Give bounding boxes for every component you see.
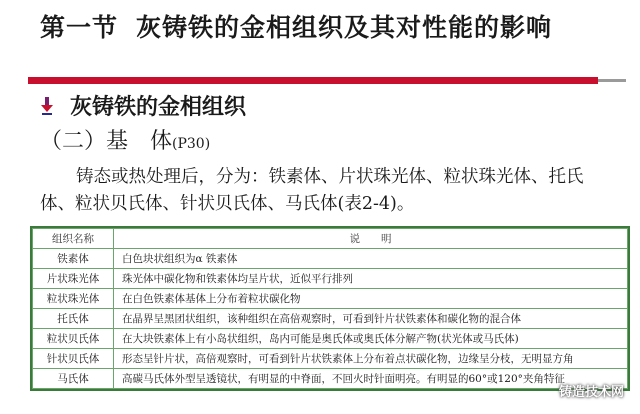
subheading xyxy=(40,124,210,155)
table-row xyxy=(33,349,628,369)
cell-desc: 白色块状组织为α 铁素体 xyxy=(114,249,628,269)
cell-desc: 在晶界呈黑团状组织，该种组织在高倍观察时，可看到针片状铁素体和碳化物的混合体 xyxy=(114,309,628,329)
title-topic: 灰铸铁的金相组织及其对性能的影响 xyxy=(136,13,553,42)
cell-name: 托氏体 xyxy=(33,309,114,329)
cell-name: 片状珠光体 xyxy=(33,269,114,289)
cell-desc: 形态呈针片状，高倍观察时，可看到针片状铁素体上分布着点状碳化物，边缘呈分枝，无明显方角 xyxy=(114,349,628,369)
cell-desc: 珠光体中碳化物和铁素体均呈片状，近似平行排列 xyxy=(114,269,628,289)
cell-desc: 在白色铁素体基体上分布着粒状碳化物 xyxy=(114,289,628,309)
cell-name: 马氏体 xyxy=(33,369,114,389)
table-row xyxy=(33,309,628,329)
cell-name: 铁素体 xyxy=(33,249,114,269)
header-desc: 说 明 xyxy=(114,229,628,249)
bullet-arrow-icon xyxy=(40,97,54,115)
structure-table xyxy=(30,226,630,391)
section-label: 第一节 xyxy=(40,13,119,42)
body-paragraph: 铸态或热处理后，分为：铁素体、片状珠光体、粒状珠光体、托氏体、粒状贝氏体、针状贝氏体、马氏体(表2-4)。 xyxy=(40,167,584,214)
cell-desc: 在大块铁素体上有小岛状组织，岛内可能是奥氏体或奥氏体分解产物(状光体或马氏体) xyxy=(114,329,628,349)
table-row xyxy=(33,369,628,389)
header-name: 组织名称 xyxy=(33,229,114,249)
cell-name: 针状贝氏体 xyxy=(33,349,114,369)
cell-desc: 高碳马氏体外型呈透镜状，有明显的中脊面，不回火时针面明亮。有明显的60°或120°夹角特征 xyxy=(114,369,628,389)
table-row xyxy=(33,249,628,269)
table-row xyxy=(33,329,628,349)
section-heading: 灰铸铁的金相组织 xyxy=(70,94,247,120)
watermark: 铸造技术网 xyxy=(558,385,624,400)
title-underline-tail xyxy=(598,79,626,82)
cell-name: 粒状珠光体 xyxy=(33,289,114,309)
slide-title xyxy=(40,8,552,44)
table-header-row xyxy=(33,229,628,249)
table-row xyxy=(33,269,628,289)
title-underline xyxy=(28,77,598,84)
page-ref: (P30) xyxy=(172,136,211,152)
subheading-label: （二）基 体 xyxy=(40,129,173,154)
table-row xyxy=(33,289,628,309)
cell-name: 粒状贝氏体 xyxy=(33,329,114,349)
